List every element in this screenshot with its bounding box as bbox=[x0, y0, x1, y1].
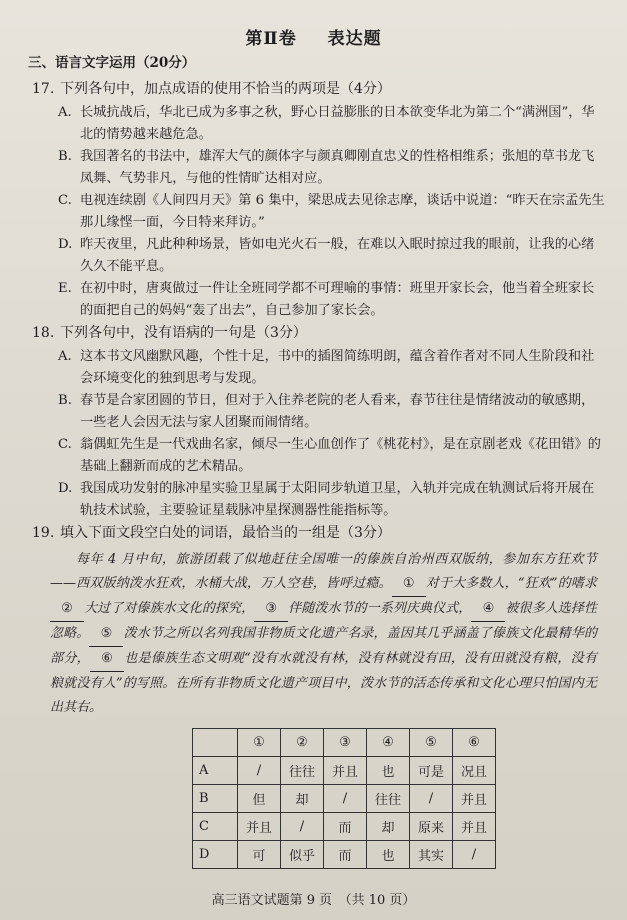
question-stem bbox=[32, 322, 605, 344]
option-text: 我国成功发射的脉冲星实验卫星属于太阳同步轨道卫星，入轨并完成在轨测试后将开展在轨技术试验，主要验证星载脉冲星探测器性能指标等。 bbox=[80, 481, 595, 518]
table-cell: 但 bbox=[238, 785, 281, 813]
question-number: 19. bbox=[32, 525, 55, 541]
option-text: 我国著名的书法中，雄浑大气的颜体字与颜真卿刚直忠义的性格相维系；张旭的草书龙飞凤舞、气势非凡，与他的性情旷达相对应。 bbox=[80, 149, 595, 186]
option-text: 春节是合家团圆的节日，但对于入住养老院的老人看来，春节往往是情绪波动的敏感期，一些老人会因无法与家人团聚而闹情绪。 bbox=[80, 393, 595, 430]
option-text: 长城抗战后，华北已成为多事之秋，野心日益膨胀的日本欲变华北为第二个“满洲国”，华北的情势越来越危急。 bbox=[80, 105, 595, 142]
table-cell bbox=[193, 729, 238, 757]
table-cell: 并且 bbox=[453, 785, 496, 813]
option-text: 这本书文风幽默风趣，个性十足，书中的插图简练明朗，蕴含着作者对不同人生阶段和社会环境变化的独到思考与发现。 bbox=[80, 349, 595, 386]
question-stem bbox=[32, 522, 605, 544]
table-cell: C bbox=[193, 813, 238, 841]
question-stem bbox=[32, 78, 605, 100]
table-row bbox=[193, 841, 496, 869]
blank-marker: ⑥ bbox=[90, 647, 124, 672]
table-cell: 况且 bbox=[453, 757, 496, 785]
page-title bbox=[22, 28, 605, 50]
table-cell: D bbox=[193, 841, 238, 869]
option-label: E. bbox=[58, 281, 72, 296]
table-row bbox=[193, 757, 496, 785]
table-row bbox=[193, 785, 496, 813]
option-label: D. bbox=[58, 237, 73, 252]
table-cell: / bbox=[453, 841, 496, 869]
blank-marker: ③ bbox=[254, 597, 288, 622]
option-text: 电视连续剧《人间四月天》第 6 集中，梁思成去见徐志摩，谈话中说道：“昨天在宗孟先生那儿缘悭一面，今日特来拜访。” bbox=[80, 193, 605, 230]
table-cell: 可是 bbox=[410, 757, 453, 785]
passage-text: 对于大多数人，“狂欢”的嗜求 bbox=[425, 576, 597, 591]
table-cell: ② bbox=[281, 729, 324, 757]
passage-text: 伴随泼水节的一系列庆典仪式， bbox=[288, 601, 472, 616]
table-cell: ⑥ bbox=[453, 729, 496, 757]
table-cell: ⑤ bbox=[410, 729, 453, 757]
table-cell: 并且 bbox=[324, 757, 367, 785]
table-cell: / bbox=[324, 785, 367, 813]
option bbox=[58, 346, 605, 390]
table-cell: / bbox=[281, 813, 324, 841]
blank-marker: ② bbox=[50, 597, 84, 622]
table-cell: 也 bbox=[367, 841, 410, 869]
passage-text: 泼水节之所以名列我国非物质文化遗产名录，盖因其几乎涵盖了傣族文化最精华的部分， bbox=[50, 626, 597, 666]
option bbox=[58, 278, 605, 322]
question-text: 下列各句中，没有语病的一句是（3分） bbox=[60, 325, 307, 341]
passage-text: 每年 4 月中旬，旅游团载了似地赶往全国唯一的傣族自治州西双版纳，参加东方狂欢节——西双版纳泼水狂欢，水桶大战，万人空巷，皆呼过瘾。 bbox=[50, 552, 597, 591]
option bbox=[58, 478, 605, 522]
table-cell: 也 bbox=[367, 757, 410, 785]
table-cell: / bbox=[410, 785, 453, 813]
option bbox=[58, 146, 605, 190]
table-cell: 其实 bbox=[410, 841, 453, 869]
blank-marker: ① bbox=[392, 572, 426, 597]
question-18 bbox=[22, 322, 605, 522]
table-cell: 并且 bbox=[453, 813, 496, 841]
option-label: A. bbox=[58, 349, 72, 364]
table-cell: / bbox=[238, 757, 281, 785]
option-label: D. bbox=[58, 481, 73, 496]
option-text: 昨天夜里，凡此种种场景，皆如电光火石一般，在难以入眠时掠过我的眼前，让我的心绪久久不能平息。 bbox=[80, 237, 595, 274]
table-cell: 可 bbox=[238, 841, 281, 869]
blank-marker: ④ bbox=[471, 597, 505, 622]
question-17 bbox=[22, 78, 605, 322]
table-cell: 却 bbox=[367, 813, 410, 841]
option-label: A. bbox=[58, 105, 72, 120]
option-text: 翁偶虹先生是一代戏曲名家，倾尽一生心血创作了《桃花村》，是在京剧老戏《花田错》的基础上翻新而成的艺术精品。 bbox=[80, 437, 601, 474]
option-label: C. bbox=[58, 437, 72, 452]
table-cell: 往往 bbox=[367, 785, 410, 813]
part-name: 表达题 bbox=[327, 29, 382, 49]
answer-table bbox=[192, 728, 496, 869]
question-number: 17. bbox=[32, 81, 55, 97]
option bbox=[58, 434, 605, 478]
table-cell: ③ bbox=[324, 729, 367, 757]
part-label: 第Ⅱ卷 bbox=[245, 29, 297, 49]
option bbox=[58, 102, 605, 146]
table-cell: A bbox=[193, 757, 238, 785]
table-cell: 似乎 bbox=[281, 841, 324, 869]
table-header-row bbox=[193, 729, 496, 757]
table-cell: 并且 bbox=[238, 813, 281, 841]
table-cell: 往往 bbox=[281, 757, 324, 785]
passage-text: 也是傣族生态文明观“没有水就没有林，没有林就没有田，没有田就没有粮，没有粮就没有人”的写照。在所有非物质文化遗产项目中，泼水节的活态传承和文化心理只怕国内无出其右。 bbox=[50, 651, 597, 715]
cloze-passage bbox=[50, 548, 597, 720]
option bbox=[58, 190, 605, 234]
page-footer: 高三语文试题第 9 页 （共 10 页） bbox=[211, 893, 416, 908]
passage-text: 被很多人选择性忽略。 bbox=[50, 601, 597, 641]
question-text: 下列各句中，加点成语的使用不恰当的两项是（4分） bbox=[60, 81, 391, 97]
table-cell: ① bbox=[238, 729, 281, 757]
option-text: 在初中时，唐爽做过一件让全班同学都不可理喻的事情：班里开家长会，他当着全班家长的面把自己的妈妈“轰了出去”，自己参加了家长会。 bbox=[80, 281, 595, 318]
option-label: B. bbox=[58, 149, 72, 164]
table-cell: 原来 bbox=[410, 813, 453, 841]
table-cell: 却 bbox=[281, 785, 324, 813]
section-heading: 三、语言文字运用（20分） bbox=[28, 55, 196, 71]
blank-marker: ⑤ bbox=[89, 622, 123, 647]
question-19 bbox=[22, 522, 605, 869]
question-text: 填入下面文段空白处的词语，最恰当的一组是（3分） bbox=[60, 525, 391, 541]
passage-text: 大过了对傣族水文化的探究， bbox=[84, 601, 255, 616]
option bbox=[58, 390, 605, 434]
table-cell: 而 bbox=[324, 841, 367, 869]
table-cell: ④ bbox=[367, 729, 410, 757]
table-cell: 而 bbox=[324, 813, 367, 841]
table-cell: B bbox=[193, 785, 238, 813]
question-number: 18. bbox=[32, 325, 55, 341]
table-row bbox=[193, 813, 496, 841]
option bbox=[58, 234, 605, 278]
option-label: C. bbox=[58, 193, 72, 208]
option-label: B. bbox=[58, 393, 72, 408]
